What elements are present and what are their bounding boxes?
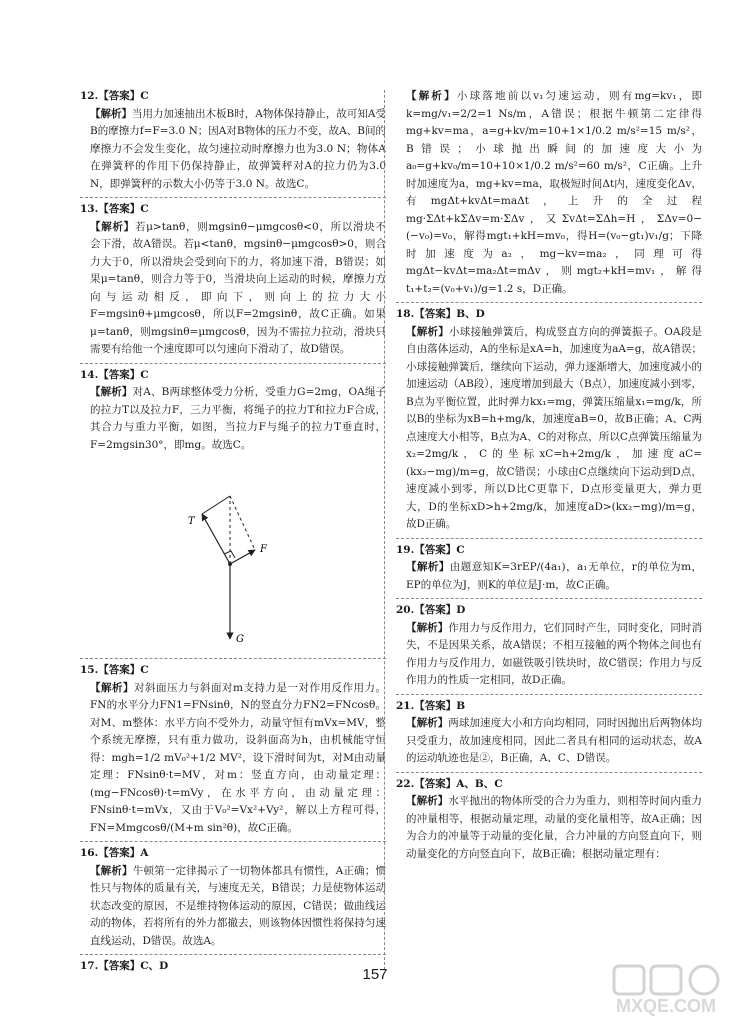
question-number: 14. (80, 368, 99, 381)
analysis-label: 【解析】 (406, 795, 449, 807)
answer-value: C (140, 90, 149, 102)
question-number: 19. (396, 543, 415, 556)
question-item (80, 201, 386, 359)
section-divider (80, 841, 386, 842)
analysis-label: 【解析】 (90, 386, 133, 398)
analysis-text (406, 620, 702, 690)
left-column (80, 88, 386, 976)
analysis-content: 小球接触弹簧后，构成竖直方向的弹簧振子。OA段是自由落体运动，A的坐标是xA=h，加速度为aA=g，故A错误；小球接触弹簧后，继续向下运动，弹力逐渐增大，加速度减小的加速运动（AB段），速度增加到最大（B点），加速度减小到零，B点为平衡位置，此时弹力kx₁=mg，弹簧压缩量x₁=mg/k，所以B的坐标为xB=h+mg/k，加速度aB=0，故B正确；A、C两点速度大小相等，B点为A、C的对称点，所以C点弹簧压缩量为x₂=2mg/k，C的坐标xC=h+2mg/k，加速度aC=(kx₂−mg)/m=g，故C错误；小球由C点继续向下运动到D点，速度减小到零，所以D比C更靠下，D点形变量更大，弹力更大，D的坐标xD>h+2mg/k，加速度aD>(kx₂−mg)/m=g，故D正确。 (406, 325, 703, 530)
analysis-content: 对A、B两球整体受力分析，受重力G=2mg，OA绳子的拉力T以及拉力F，三力平衡，将绳子的拉力T和拉力F合成，其合力与重力平衡，如图，当拉力F与绳子的拉力T垂直时，F=2mgsin30°，即mg。故选C。 (90, 386, 386, 451)
answer-line (80, 367, 386, 385)
answer-line (80, 845, 386, 863)
analysis-text (90, 680, 386, 838)
analysis-text (406, 88, 702, 298)
answer-value: C (140, 203, 149, 215)
question-number: 21. (396, 699, 415, 712)
answer-label: 【答案】 (98, 960, 141, 972)
section-divider (396, 772, 702, 773)
answer-line (396, 542, 702, 560)
answer-line (80, 662, 386, 680)
answer-value: C (456, 543, 465, 556)
question-item (396, 88, 702, 298)
analysis-content: 当用力加速抽出木板B时，A物体保持静止，故可知A受B的摩擦力f=F=3.0 N；因A对B物体的压力不变，故A、B间的摩擦力不会发生变化，故匀速拉动时摩擦力也为3.0 N；物体A在弹簧秤的作用下仍保持静止，故弹簧秤对A的拉力仍为3.0 N，即弹簧秤的示数大小仍等于3.0 N。故选C。 (90, 107, 386, 190)
analysis-content: 由题意知K=3rEP/(4a₁)，a₁无单位，r的单位为m，EP的单位为J，则K的单位是J·m，故C正确。 (406, 561, 702, 591)
right-column (396, 88, 702, 863)
question-number: 22. (396, 777, 415, 790)
question-item (80, 845, 386, 950)
question-number: 15. (80, 664, 99, 676)
analysis-text (406, 715, 702, 768)
question-number: 17. (80, 960, 99, 972)
answer-line (396, 776, 702, 794)
parallelogram-top-edge (202, 496, 230, 514)
analysis-text (406, 793, 702, 863)
label-t: T (188, 516, 195, 527)
answer-label: 【答案】 (414, 777, 457, 790)
question-number: 13. (80, 203, 99, 215)
analysis-content: 水平抛出的物体所受的合力为重力，则相等时间内重力的冲量相等，根据动量定理，动量的变化量相等，故A正确；因为合力的冲量等于动量的变化量，合力冲量的方向竖直向下，则动量变化的方向竖直向下，故B正确；根据动量定理有： (406, 795, 702, 860)
answer-line (80, 88, 386, 106)
answer-line (396, 602, 702, 620)
section-divider (80, 954, 386, 955)
answer-line (396, 698, 702, 716)
question-number: 12. (80, 90, 99, 102)
label-f: F (260, 544, 267, 555)
analysis-label: 【解析】 (90, 864, 133, 877)
force-diagram-svg (80, 454, 386, 654)
question-item (396, 776, 702, 864)
analysis-text (406, 324, 702, 534)
answer-label: 【答案】 (414, 543, 457, 556)
question-item (80, 662, 386, 837)
analysis-label: 【解析】 (90, 107, 133, 120)
label-g: G (236, 634, 244, 645)
parallelogram-right-edge (230, 496, 255, 550)
force-f-arrow (230, 550, 255, 564)
point-mass (228, 562, 232, 566)
section-divider (396, 538, 702, 539)
answer-value: A (140, 847, 149, 859)
analysis-label: 【解析】 (90, 220, 135, 233)
question-number: 20. (396, 604, 415, 616)
analysis-text (406, 559, 702, 594)
answer-value: C、D (140, 960, 169, 972)
analysis-label: 【解析】 (406, 90, 457, 102)
question-number: 16. (80, 847, 99, 859)
answer-value: B、D (456, 308, 485, 320)
analysis-text (90, 106, 386, 194)
analysis-text (90, 219, 386, 359)
answer-line (80, 201, 386, 219)
question-number: 18. (396, 308, 415, 320)
answer-value: B (456, 699, 466, 712)
section-divider (396, 302, 702, 303)
answer-value: C (140, 664, 149, 676)
question-item (396, 698, 702, 768)
question-item (396, 306, 702, 534)
analysis-text (90, 863, 386, 951)
section-divider (396, 694, 702, 695)
question-item (80, 367, 386, 455)
answer-value: D (456, 604, 466, 616)
answer-label: 【答案】 (414, 308, 457, 320)
answer-label: 【答案】 (98, 90, 141, 102)
answer-label: 【答案】 (98, 203, 141, 215)
analysis-text (90, 384, 386, 454)
section-divider (80, 363, 386, 364)
section-divider (80, 658, 386, 659)
analysis-content: 作用力与反作用力，它们同时产生，同时变化，同时消失，不是因果关系，故A错误；不相互接触的两个物体之间也有作用力与反作用力，如磁铁吸引铁块时，故C错误；作用力与反作用力的性质一定相同，故D正确。 (406, 621, 702, 686)
analysis-label: 【解析】 (406, 717, 449, 729)
answer-label: 【答案】 (414, 604, 457, 616)
question-item (396, 602, 702, 690)
analysis-content: 小球落地前以v₁匀速运动，则有mg=kv₁，即k=mg/v₁=2/2=1 Ns/m，A错误；根据牛顿第二定律得mg+kv=ma，a=g+kv/m=10+1×1/0.2 m/s²=15 m/s²，B错误；小球抛出瞬间的加速度大小为a₀=g+kv₀/m=10+10×1/0.2 m/s²=60 m/s²，C正确。上升时加速度为a，mg+kv=ma，取极短时间Δt内，速度变化Δv，有mgΔt+kvΔt=maΔt，上升的全过程mg·ΣΔt+kΣΔv=m·ΣΔv，又ΣvΔt=ΣΔh=H，ΣΔv=0−(−v₀)=v₀，解得mgt₁+kH=mv₀，得H=(v₀−gt₁)v₁/g；下降时加速度为a₂，mg−kv=ma₂，同理可得mgΔt−kvΔt=ma₂Δt=mΔv，则mgt₂+kH=mv₁，解得t₁+t₂=(v₀+v₁)/g=1.2 s，D正确。 (406, 90, 702, 295)
answer-label: 【答案】 (414, 699, 457, 712)
question-item (396, 542, 702, 595)
tension-arrow (202, 514, 230, 564)
analysis-content: 对斜面压力与斜面对m支持力是一对作用反作用力。FN的水平分力FN1=FNsinθ，N的竖直分力FN2=FNcosθ。对M、m整体：水平方向不受外力，动量守恒有mVx=MV，整个系统无摩擦，只有重力做功，设斜面高为h，由机械能守恒得：mgh=1/2 mV₀²+1/2 MV²，设下滑时间为t，对M由动量定理：FNsinθ·t=MV，对m：竖直方向，由动量定理：(mg−FNcosθ)·t=mVy，在水平方向，由动量定理：FNsinθ·t=mVx，又由于V₀²=Vx²+Vy²，解以上方程可得，FN=Mmgcosθ/(M+m sin²θ)，故C正确。 (90, 681, 386, 834)
watermark-text: MXQE.COM (615, 996, 716, 1016)
answer-line (396, 306, 702, 324)
page-number: 157 (362, 966, 388, 983)
analysis-label: 【解析】 (406, 325, 450, 338)
column-divider (384, 90, 385, 970)
section-divider (396, 598, 702, 599)
analysis-label: 【解析】 (406, 561, 450, 573)
analysis-label: 【解析】 (406, 621, 449, 634)
analysis-content: 牛顿第一定律揭示了一切物体都具有惯性，A正确；惯性只与物体的质量有关，与速度无关，B错误；力是使物体运动状态改变的原因，不是维持物体运动的原因，C错误；做曲线运动的物体，若将所有的外力都撤去，则该物体因惯性将保持匀速直线运动，D错误。故选A。 (90, 864, 386, 947)
section-divider (80, 197, 386, 198)
watermark-logo (606, 962, 726, 1018)
answer-label: 【答案】 (98, 368, 141, 381)
answer-value: C (140, 368, 149, 381)
question-item (80, 88, 386, 193)
analysis-content: 两球加速度大小和方向均相同，同时因抛出后两物体均只受重力，故加速度相同，因此二者具有相同的运动状态，故A的运动轨迹也是②，B正确，A、C、D错误。 (406, 717, 702, 764)
answer-label: 【答案】 (98, 664, 141, 676)
analysis-label: 【解析】 (90, 681, 135, 694)
analysis-content: 若μ>tanθ，则mgsinθ−μmgcosθ<0，所以滑块不会下滑，故A错误。若μ<tanθ，mgsinθ−μmgcosθ>0，则合力大于0，所以滑块会受到向下的力，将加速下滑，B错误；如果μ=tanθ，则合力等于0，当滑块向上运动的时候，摩擦力方向与运动相反，即向下，则向上的拉力大小F=mgsinθ+μmgcosθ，所以F=2mgsinθ，故C正确。如果μ=tanθ，则mgsinθ=μmgcosθ，因为不需拉力拉动，滑块只需要有给他一个速度即可以匀速向下滑动了，故D错误。 (90, 220, 386, 355)
answer-label: 【答案】 (98, 847, 141, 859)
force-diagram (80, 454, 386, 654)
answer-value: A、B、C (456, 777, 503, 790)
